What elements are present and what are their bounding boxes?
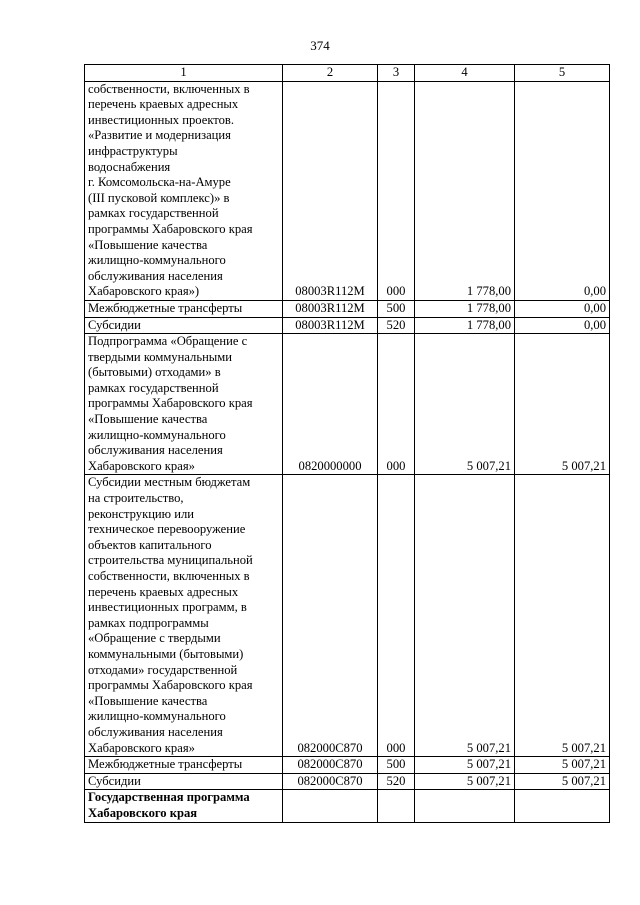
expense-type-cell: 000 [378, 334, 415, 475]
row-name-cell [85, 475, 283, 757]
row-name-line: Хабаровского края») [88, 284, 200, 299]
row-name-line: г. Комсомольска-на-Амуре [88, 175, 231, 190]
amount-col4-cell: 5 007,21 [415, 757, 515, 774]
row-name-line: собственности, включенных в [88, 569, 250, 583]
table-row [85, 334, 610, 475]
row-name-line: Межбюджетные трансферты [88, 300, 243, 315]
table-header-row [85, 65, 610, 82]
expense-type-cell: 500 [378, 300, 415, 317]
row-name-line: программы Хабаровского края [88, 396, 253, 411]
amount-col4-cell: 1 778,00 [415, 317, 515, 334]
row-name-line: «Повышение качества [88, 412, 208, 427]
target-article-cell: 082000С870 [283, 757, 378, 774]
amount-col5-cell: 0,00 [515, 300, 610, 317]
row-name-line: коммунальными (бытовыми) [88, 646, 244, 661]
row-name-line: «Повышение качества [88, 237, 208, 252]
row-name-line: отходами» государственной [88, 662, 238, 677]
row-name-line: жилищно-коммунального [88, 427, 226, 442]
row-name-line: твердыми коммунальными [88, 349, 232, 364]
row-name-line: рамках государственной [88, 380, 219, 395]
row-name-line: Хабаровского края [88, 805, 198, 820]
target-article-cell: 08003R112M [283, 300, 378, 317]
page-number: 374 [310, 38, 330, 53]
amount-col4-cell: 1 778,00 [415, 300, 515, 317]
table-body [85, 81, 610, 822]
target-article-cell: 082000С870 [283, 475, 378, 757]
amount-col4-cell: 5 007,21 [415, 475, 515, 757]
row-name-cell [85, 773, 283, 790]
row-name-cell [85, 317, 283, 334]
amount-col5-cell: 0,00 [515, 317, 610, 334]
row-name-line: собственности, включенных в [88, 81, 250, 96]
amount-col4-cell [415, 790, 515, 822]
row-name-line: Хабаровского края» [88, 458, 195, 473]
row-name-line: Субсидии местным бюджетам [88, 475, 251, 490]
row-name-line: Государственная программа [88, 790, 250, 805]
row-name-line: «Обращение с твердыми [88, 631, 221, 646]
row-name-line: на строительство, [88, 491, 184, 506]
header-col-4: 4 [415, 65, 515, 82]
row-name-line: обслуживания населения [88, 724, 223, 739]
header-col-3: 3 [378, 65, 415, 82]
target-article-cell: 08003R112M [283, 317, 378, 334]
table-row [85, 300, 610, 317]
row-name-line: Подпрограмма «Обращение с [88, 334, 248, 349]
table-row [85, 475, 610, 757]
row-name-line: Межбюджетные трансферты [88, 757, 243, 772]
amount-col4-cell: 5 007,21 [415, 334, 515, 475]
row-name-cell [85, 757, 283, 774]
row-name-line: жилищно-коммунального [88, 709, 226, 724]
row-name-cell [85, 81, 283, 300]
expense-type-cell: 000 [378, 81, 415, 300]
row-name-line: реконструкцию или [88, 506, 194, 521]
target-article-cell: 08003R112M [283, 81, 378, 300]
expense-type-cell: 500 [378, 757, 415, 774]
row-name-line: рамках государственной [88, 206, 219, 221]
table-row [85, 757, 610, 774]
target-article-cell: 082000С870 [283, 773, 378, 790]
table-row [85, 81, 610, 300]
header-col-2: 2 [283, 65, 378, 82]
amount-col5-cell: 5 007,21 [515, 475, 610, 757]
row-name-cell [85, 334, 283, 475]
table-row [85, 790, 610, 822]
row-name-line: инвестиционных проектов. [88, 112, 235, 127]
expense-type-cell: 000 [378, 475, 415, 757]
row-name-line: объектов капитального [88, 537, 212, 552]
row-name-line: Субсидии [88, 317, 141, 332]
row-name-line: «Повышение качества [88, 693, 208, 708]
row-name-line: рамках подпрограммы [88, 615, 209, 630]
row-name-line: техническое перевооружение [88, 522, 246, 537]
row-name-line: программы Хабаровского края [88, 221, 253, 236]
amount-col4-cell: 1 778,00 [415, 81, 515, 300]
row-name-line: программы Хабаровского края [88, 678, 253, 693]
header-col-1: 1 [85, 65, 283, 82]
row-name-line: Субсидии [88, 773, 141, 788]
row-name-line: обслуживания населения [88, 443, 223, 458]
row-name-line: перечень краевых адресных [88, 584, 239, 599]
amount-col5-cell: 5 007,21 [515, 334, 610, 475]
row-name-line: инфраструктуры [88, 143, 178, 158]
row-name-line: перечень краевых адресных [88, 97, 239, 112]
row-name-cell [85, 300, 283, 317]
expense-type-cell: 520 [378, 773, 415, 790]
row-name-line: (бытовыми) отходами» в [88, 365, 221, 380]
row-name-cell [85, 790, 283, 822]
table-row [85, 773, 610, 790]
amount-col5-cell [515, 790, 610, 822]
target-article-cell: 0820000000 [283, 334, 378, 475]
header-col-5: 5 [515, 65, 610, 82]
row-name-line: (III пусковой комплекс)» в [88, 190, 230, 205]
row-name-line: обслуживания населения [88, 268, 223, 283]
table-row [85, 317, 610, 334]
amount-col4-cell: 5 007,21 [415, 773, 515, 790]
row-name-line: «Развитие и модернизация [88, 128, 231, 143]
amount-col5-cell: 5 007,21 [515, 757, 610, 774]
target-article-cell [283, 790, 378, 822]
row-name-line: Хабаровского края» [88, 740, 195, 755]
amount-col5-cell: 5 007,21 [515, 773, 610, 790]
budget-table [84, 64, 610, 823]
row-name-line: водоснабжения [88, 159, 171, 174]
expense-type-cell: 520 [378, 317, 415, 334]
row-name-line: жилищно-коммунального [88, 253, 226, 268]
row-name-line: строительства муниципальной [88, 553, 253, 568]
amount-col5-cell: 0,00 [515, 81, 610, 300]
expense-type-cell [378, 790, 415, 822]
row-name-line: инвестиционных программ, в [88, 600, 247, 615]
